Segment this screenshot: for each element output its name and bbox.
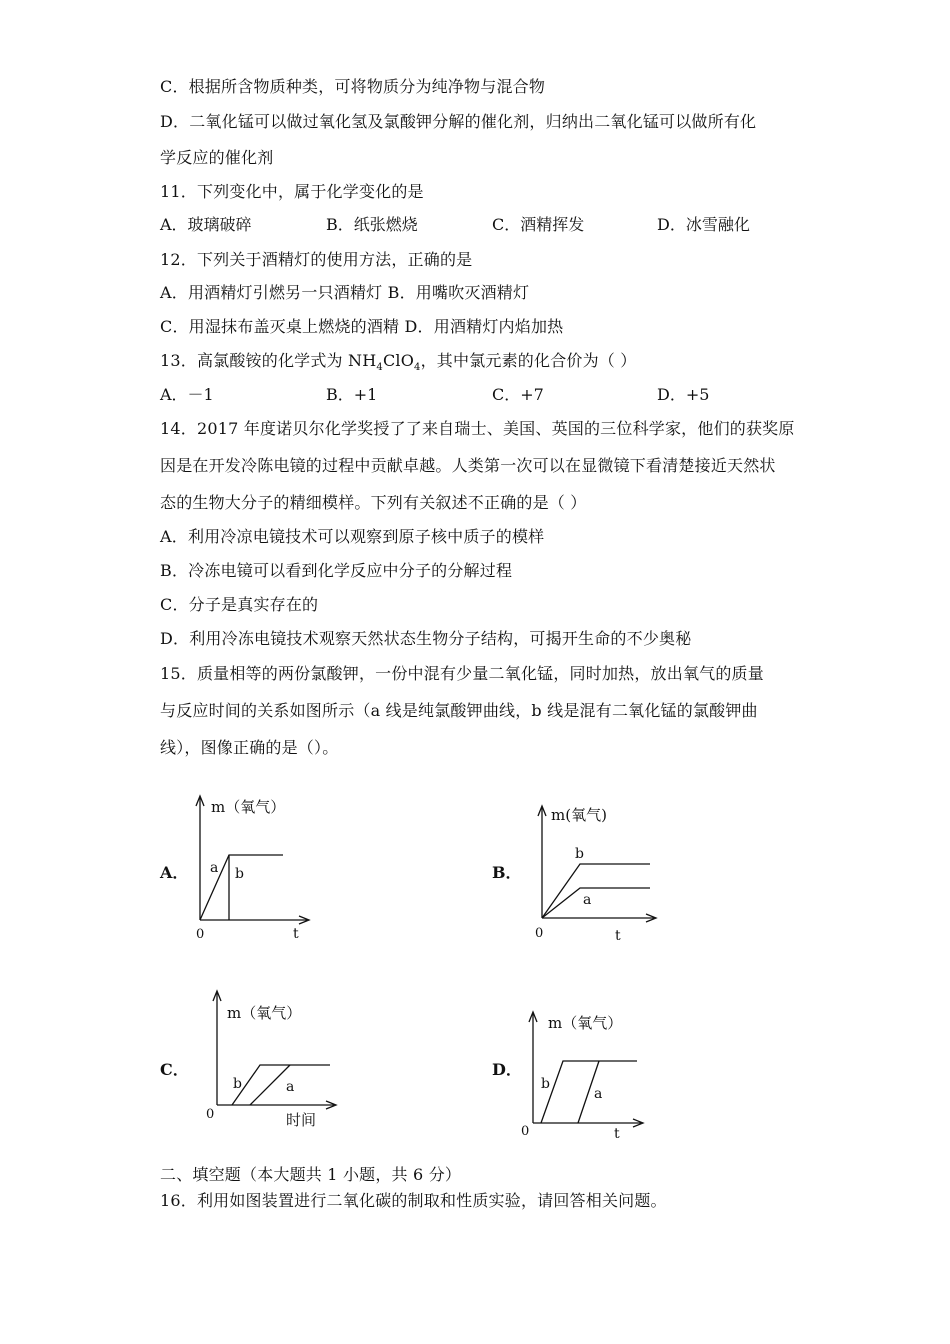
q11-option-a: A．玻璃破碎 (160, 215, 252, 234)
graph-b-origin: 0 (535, 926, 544, 941)
question-14-line3: 态的生物大分子的精细模样。下列有关叙述不正确的是（ ） (160, 493, 587, 512)
graph-b-label-b: b (575, 846, 584, 862)
graph-c-xlabel: 时间 (286, 1111, 317, 1129)
graph-c-label-a: a (286, 1079, 295, 1095)
question-14-line1: 14．2017 年度诺贝尔化学奖授了了来自瑞士、美国、英国的三位科学家，他们的获奖原 (160, 419, 795, 438)
q11-option-c: C．酒精挥发 (492, 215, 585, 234)
graph-d-origin: 0 (521, 1124, 530, 1139)
section-2-heading: 二、填空题（本大题共 1 小题，共 6 分） (160, 1165, 462, 1184)
q13-text-mid: ClO (382, 351, 415, 370)
question-13 (160, 351, 637, 378)
graph-a (185, 790, 325, 950)
q13-option-c: C．+7 (492, 385, 544, 404)
graph-b (530, 800, 665, 945)
graph-a-ylabel: m（氧气） (211, 798, 286, 816)
q14-option-b: B．冷冻电镜可以看到化学反应中分子的分解过程 (160, 561, 513, 580)
q11-option-b: B．纸张燃烧 (326, 215, 418, 234)
graph-a-origin: 0 (196, 927, 205, 942)
question-12: 12．下列关于酒精灯的使用方法，正确的是 (160, 250, 473, 269)
graph-c-label: C． (160, 1060, 189, 1079)
graph-c-curve-b (232, 1065, 330, 1105)
question-15-line2: 与反应时间的关系如图所示（a 线是纯氯酸钾曲线，b 线是混有二氧化锰的氯酸钾曲 (160, 701, 758, 720)
graph-a-xlabel: t (293, 926, 299, 942)
graph-b-label: B． (492, 863, 522, 882)
q10-option-d: D．二氧化锰可以做过氧化氢及氯酸钾分解的催化剂，归纳出二氧化锰可以做所有化 (160, 112, 757, 131)
q14-option-c: C．分子是真实存在的 (160, 595, 319, 614)
graph-c-ylabel: m（氧气） (227, 1004, 302, 1022)
graph-b-xlabel: t (615, 928, 621, 944)
question-11: 11．下列变化中，属于化学变化的是 (160, 182, 424, 201)
q13-sub-1: 4 (376, 362, 383, 374)
graph-c (200, 988, 350, 1136)
q14-option-d: D．利用冷冻电镜技术观察天然状态生物分子结构，可揭开生命的不少奥秘 (160, 629, 692, 648)
q11-option-d: D．冰雪融化 (657, 215, 750, 234)
q13-option-b: B．+1 (326, 385, 378, 404)
q13-text-post: ，其中氯元素的化合价为（ ） (420, 351, 637, 370)
q10-option-c: C．根据所含物质种类，可将物质分为纯净物与混合物 (160, 77, 546, 96)
question-15-line1: 15．质量相等的两份氯酸钾，一份中混有少量二氧化锰，同时加热，放出氧气的质量 (160, 664, 764, 683)
q13-sub-2: 4 (414, 362, 421, 374)
graph-b-label-a: a (583, 892, 592, 908)
q14-option-a: A．利用冷凉电镜技术可以观察到原子核中质子的模样 (160, 527, 545, 546)
q13-text-pre: 13．高氯酸铵的化学式为 NH (160, 351, 377, 370)
graph-d-ylabel: m（氧气） (548, 1014, 623, 1032)
graph-c-origin: 0 (206, 1107, 215, 1122)
question-16: 16．利用如图装置进行二氧化碳的制取和性质实验，请回答相关问题。 (160, 1191, 667, 1210)
graph-d-label-a: a (594, 1086, 603, 1102)
q10-option-d-cont: 学反应的催化剂 (160, 148, 274, 167)
question-14-line2: 因是在开发冷陈电镜的过程中贡献卓越。人类第一次可以在显微镜下看清楚接近天然状 (160, 456, 776, 475)
q12-options-ab: A．用酒精灯引燃另一只酒精灯 B．用嘴吹灭酒精灯 (160, 283, 530, 302)
graph-d-label-b: b (541, 1076, 550, 1092)
graph-b-ylabel: m(氧气) (551, 806, 607, 824)
graph-a-label-a: a (210, 860, 219, 876)
question-15-line3: 线），图像正确的是（）。 (160, 738, 339, 757)
q13-option-a: A．－1 (160, 385, 214, 404)
graph-d-xlabel: t (614, 1126, 620, 1142)
graph-b-curve-a (542, 888, 650, 918)
q12-options-cd: C．用湿抹布盖灭桌上燃烧的酒精 D．用酒精灯内焰加热 (160, 317, 564, 336)
graph-a-label: A． (160, 863, 189, 882)
q13-option-d: D．+5 (657, 385, 710, 404)
graph-a-label-b: b (235, 866, 244, 882)
graph-b-curve-b (542, 864, 650, 918)
graph-d-label: D． (492, 1060, 522, 1079)
graph-c-label-b: b (233, 1076, 242, 1092)
graph-d (515, 1008, 650, 1146)
